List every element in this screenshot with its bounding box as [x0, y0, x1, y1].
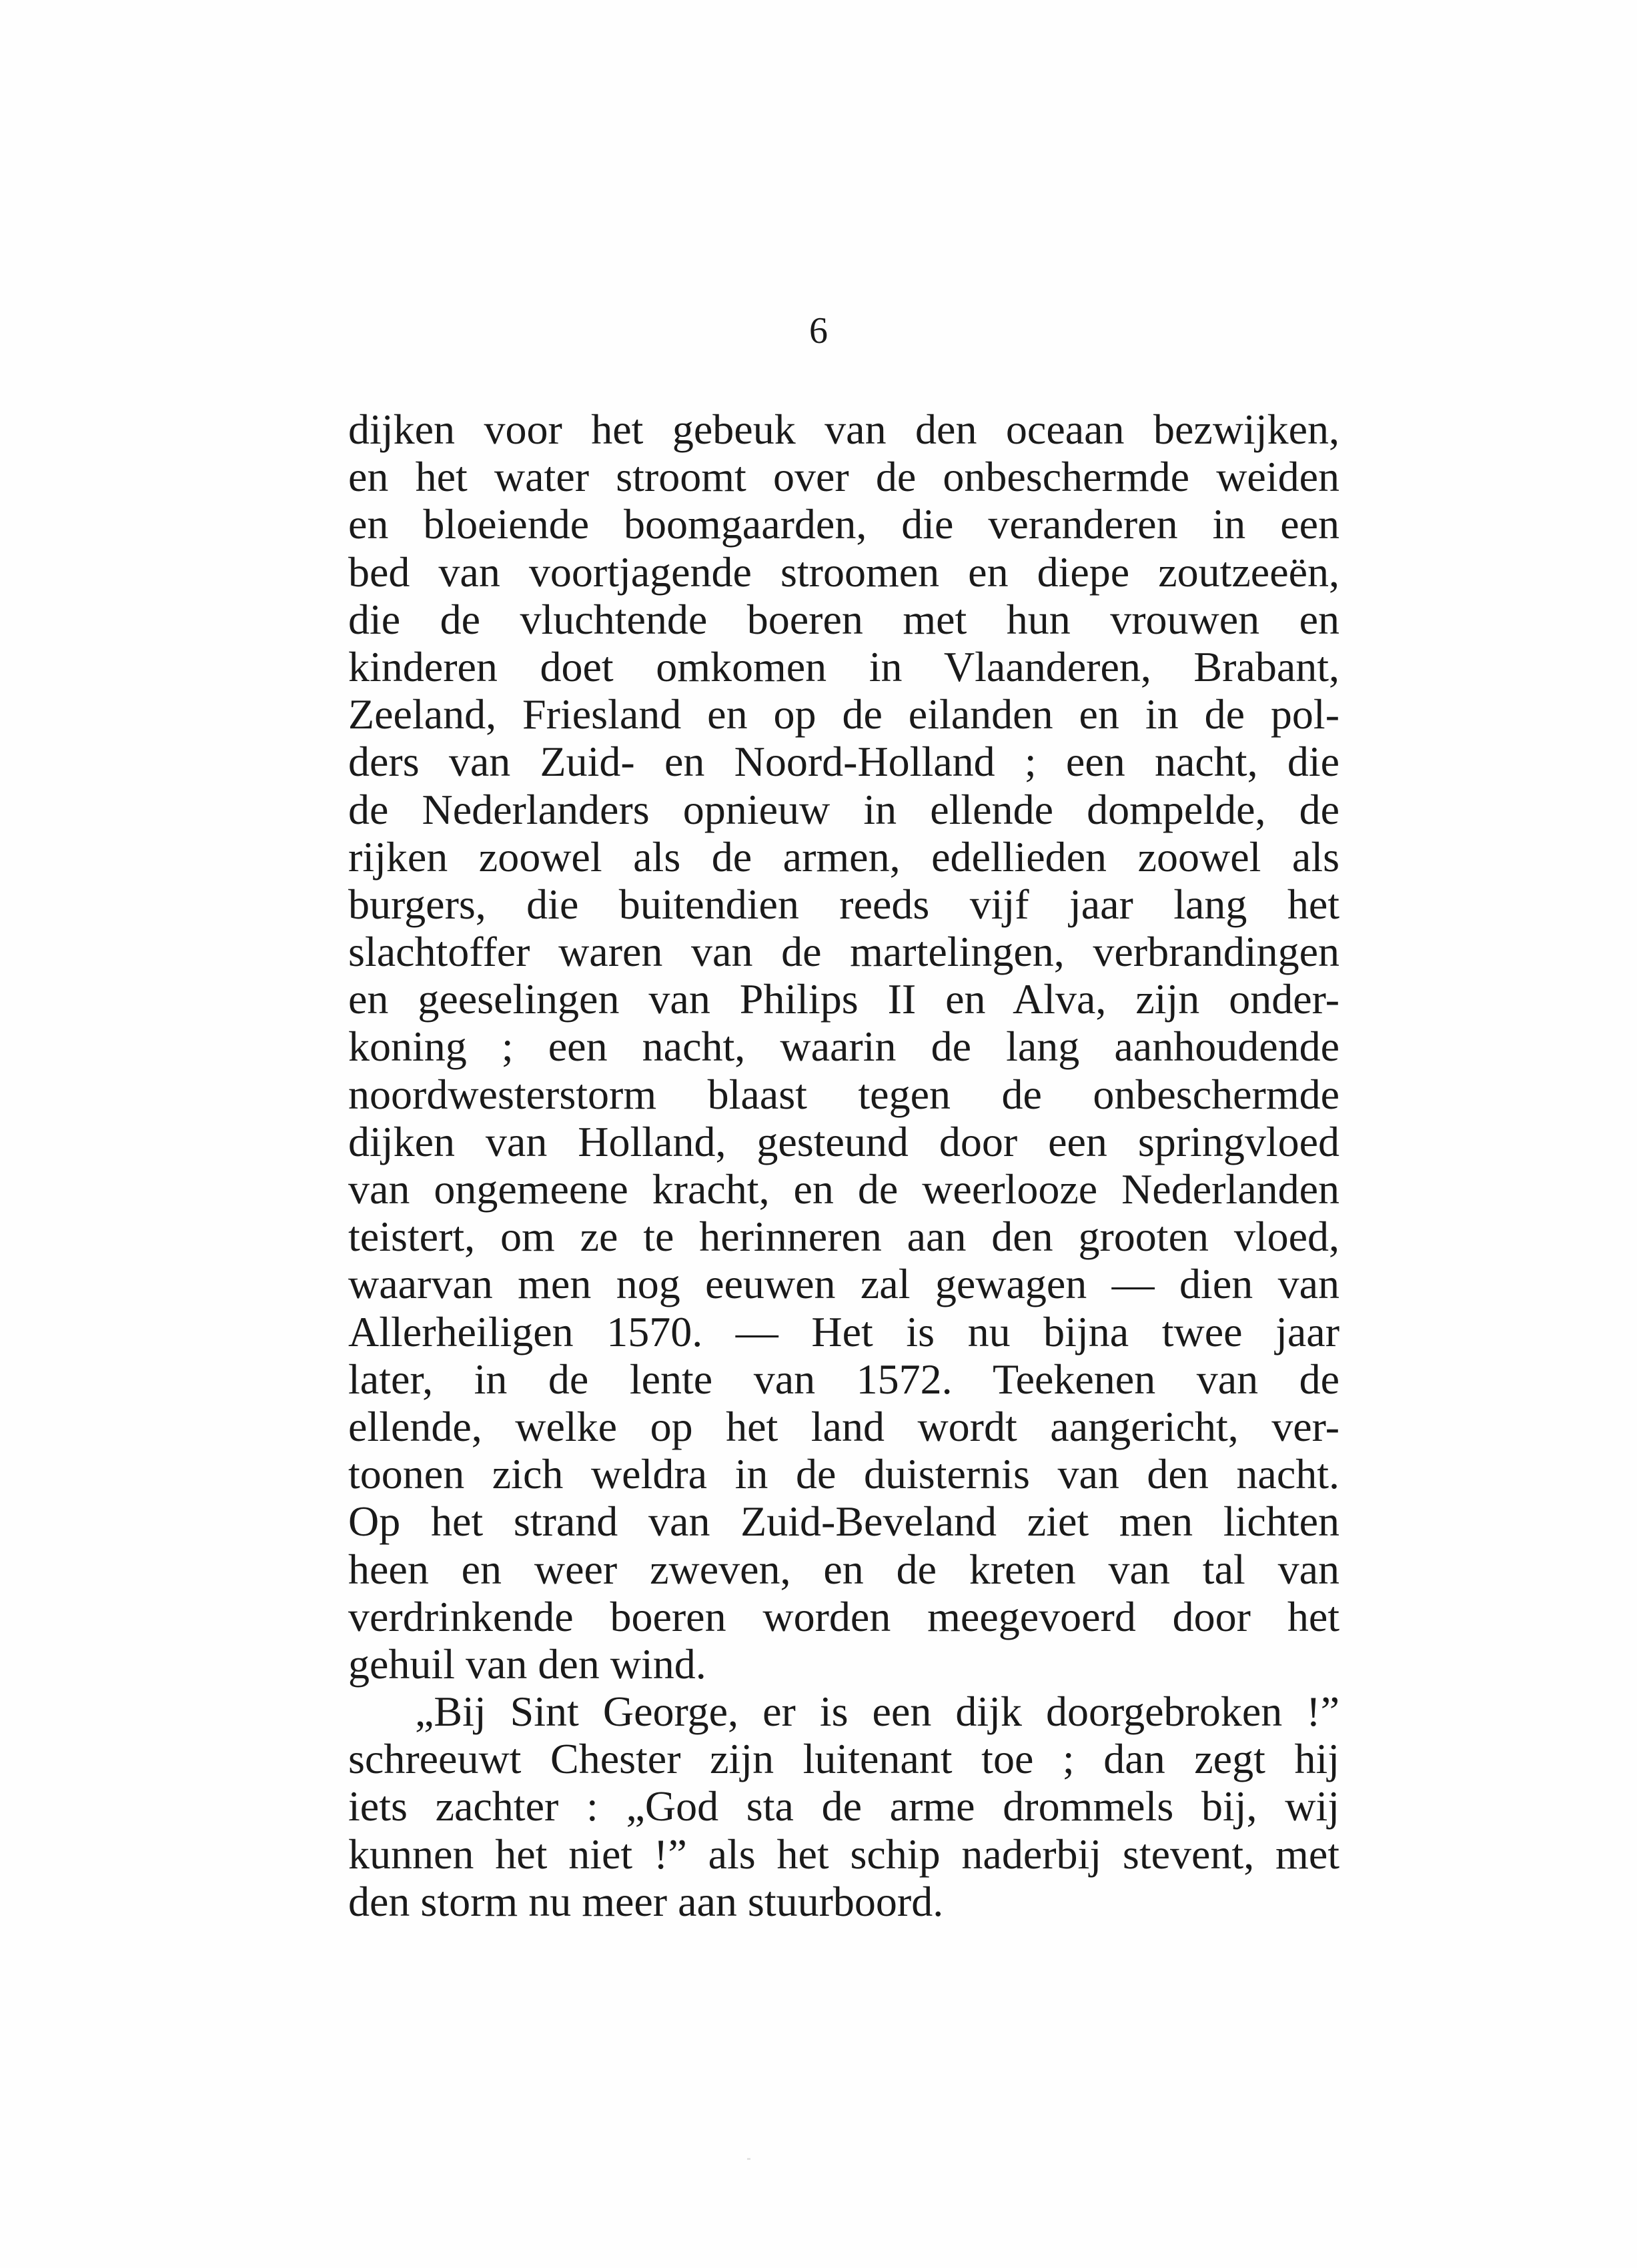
text-line: kunnen het niet !” als het schip naderbij stevent, met: [348, 1830, 1339, 1878]
text-line: dijken voor het gebeuk van den oceaan bezwijken,: [348, 406, 1339, 453]
text-line: ders van Zuid- en Noord-Holland ; een nacht, die: [348, 738, 1339, 786]
text-line: waarvan men nog eeuwen zal gewagen — dien van: [348, 1260, 1339, 1308]
text-line: van ongemeene kracht, en de weerlooze Nederlanden: [348, 1165, 1339, 1213]
text-line: slachtoffer waren van de martelingen, verbrandingen: [348, 928, 1339, 976]
text-line: bed van voortjagende stroomen en diepe zoutzeeën,: [348, 548, 1339, 596]
text-line: den storm nu meer aan stuurboord.: [348, 1877, 944, 1925]
text-line: later, in de lente van 1572. Teekenen van de: [348, 1355, 1339, 1403]
text-line: heen en weer zweven, en de kreten van tal van: [348, 1545, 1339, 1593]
text-line: de Nederlanders opnieuw in ellende dompelde, de: [348, 785, 1339, 833]
paragraph: [348, 1688, 1339, 1925]
text-line: en geeselingen van Philips II en Alva, zijn onder-: [348, 975, 1339, 1023]
text-line: teistert, om ze te herinneren aan den grooten vloed,: [348, 1213, 1339, 1261]
text-line: Op het strand van Zuid-Beveland ziet men lichten: [348, 1498, 1339, 1546]
text-line: verdrinkende boeren worden meegevoerd door het: [348, 1592, 1339, 1640]
text-line: dijken van Holland, gesteund door een springvloed: [348, 1117, 1339, 1165]
text-line: „Bij Sint George, er is een dijk doorgebroken !”: [415, 1688, 1339, 1736]
text-line: en het water stroomt over de onbeschermde weiden: [348, 453, 1339, 501]
text-line: die de vluchtende boeren met hun vrouwen en: [348, 595, 1339, 643]
paragraph: [348, 406, 1339, 1688]
text-line: kinderen doet omkomen in Vlaanderen, Brabant,: [348, 642, 1339, 690]
text-line: en bloeiende boomgaarden, die veranderen in een: [348, 500, 1339, 548]
text-line: burgers, die buitendien reeds vijf jaar lang het: [348, 880, 1339, 928]
text-line: iets zachter : „God sta de arme drommels bij, wij: [348, 1782, 1339, 1830]
paper-speck: [747, 2158, 750, 2160]
text-line: Zeeland, Friesland en op de eilanden en in de pol-: [348, 690, 1339, 738]
text-line: ellende, welke op het land wordt aangericht, ver-: [348, 1402, 1339, 1450]
text-line: Allerheiligen 1570. — Het is nu bijna twee jaar: [348, 1307, 1339, 1355]
text-line: gehuil van den wind.: [348, 1640, 706, 1688]
body-text: [348, 406, 1339, 1925]
text-line: noordwesterstorm blaast tegen de onbeschermde: [348, 1070, 1339, 1118]
page-number: 6: [809, 310, 828, 352]
text-line: koning ; een nacht, waarin de lang aanhoudende: [348, 1023, 1339, 1071]
text-line: rijken zoowel als de armen, edellieden zoowel als: [348, 832, 1339, 881]
text-line: toonen zich weldra in de duisternis van den nacht.: [348, 1450, 1339, 1498]
text-line: schreeuwt Chester zijn luitenant toe ; dan zegt hij: [348, 1735, 1339, 1783]
